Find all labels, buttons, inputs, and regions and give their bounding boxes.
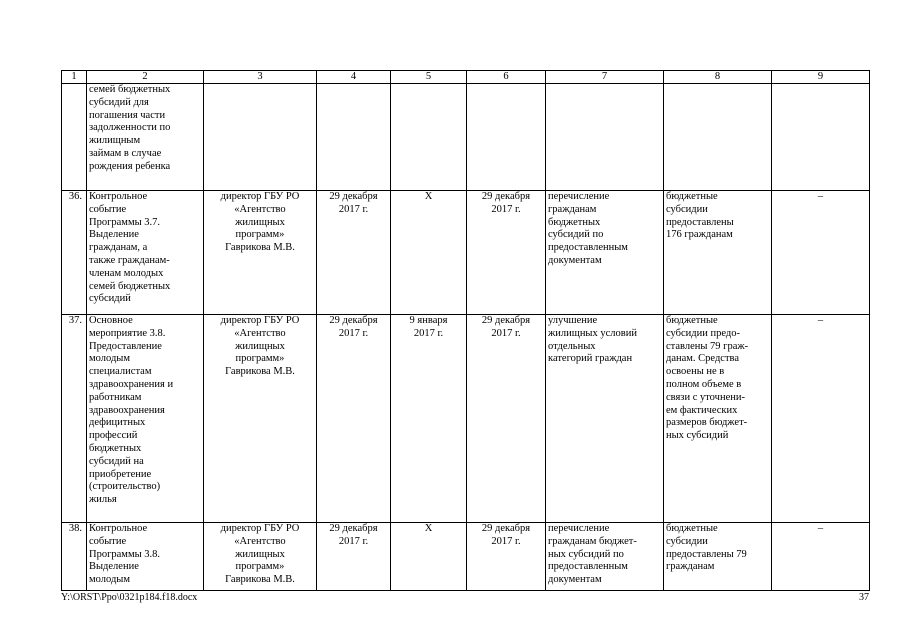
start-date: Х [391,191,467,315]
table-row [62,191,870,315]
row-number: 36. [62,191,87,315]
actual-result: бюджетные субсидии предоставлены 79 гражданам [664,523,772,591]
note: – [772,315,870,523]
row-number: 37. [62,315,87,523]
end-date: 29 декабря 2017 г. [467,191,546,315]
note: – [772,191,870,315]
plan-date [317,84,391,191]
file-path: Y:\ORST\Ppo\0321p184.f18.docx [61,592,198,603]
responsible-person: директор ГБУ РО «Агентство жилищных программ» Гаврикова М.В. [204,523,317,591]
plan-date: 29 декабря 2017 г. [317,315,391,523]
end-date: 29 декабря 2017 г. [467,523,546,591]
page-number: 37 [859,592,869,603]
end-date: 29 декабря 2017 г. [467,315,546,523]
expected-result: перечисление гражданам бюджетных субсидий по предоставленным документам [546,191,664,315]
actual-result: бюджетные субсидии предоставлены 176 гражданам [664,191,772,315]
plan-date: 29 декабря 2017 г. [317,523,391,591]
column-header-5: 5 [391,71,467,84]
column-header-1: 1 [62,71,87,84]
column-header-3: 3 [204,71,317,84]
header-row [62,71,870,84]
end-date [467,84,546,191]
column-header-9: 9 [772,71,870,84]
table-row [62,523,870,591]
table-row [62,84,870,191]
note [772,84,870,191]
event-name: Контрольное событие Программы 3.7. Выделение гражданам, а также гражданам- членам молодых семей бюджетных субсидий [87,191,204,315]
table-row [62,315,870,523]
report-table [61,70,870,591]
start-date [391,84,467,191]
column-header-2: 2 [87,71,204,84]
expected-result: перечисление гражданам бюджет- ных субсидий по предоставленным документам [546,523,664,591]
actual-result [664,84,772,191]
event-name: Контрольное событие Программы 3.8. Выделение молодым [87,523,204,591]
start-date: 9 января 2017 г. [391,315,467,523]
start-date: Х [391,523,467,591]
row-number: 38. [62,523,87,591]
column-header-4: 4 [317,71,391,84]
column-header-8: 8 [664,71,772,84]
event-name: семей бюджетных субсидий для погашения части задолженности по жилищным займам в случае рождения ребенка [87,84,204,191]
plan-date: 29 декабря 2017 г. [317,191,391,315]
row-number [62,84,87,191]
actual-result: бюджетные субсидии предо- ставлены 79 граж- данам. Средства освоены не в полном объеме в связи с уточнени- ем фактических размеров бюджет- ных субсидий [664,315,772,523]
column-header-7: 7 [546,71,664,84]
expected-result [546,84,664,191]
responsible-person [204,84,317,191]
expected-result: улучшение жилищных условий отдельных категорий граждан [546,315,664,523]
event-name: Основное мероприятие 3.8. Предоставление молодым специалистам здравоохранения и работникам здравоохранения дефицитных профессий бюджетных субсидий на приобретение (строительство) жилья [87,315,204,523]
column-header-6: 6 [467,71,546,84]
responsible-person: директор ГБУ РО «Агентство жилищных программ» Гаврикова М.В. [204,315,317,523]
table-body [62,71,870,591]
responsible-person: директор ГБУ РО «Агентство жилищных программ» Гаврикова М.В. [204,191,317,315]
note: – [772,523,870,591]
